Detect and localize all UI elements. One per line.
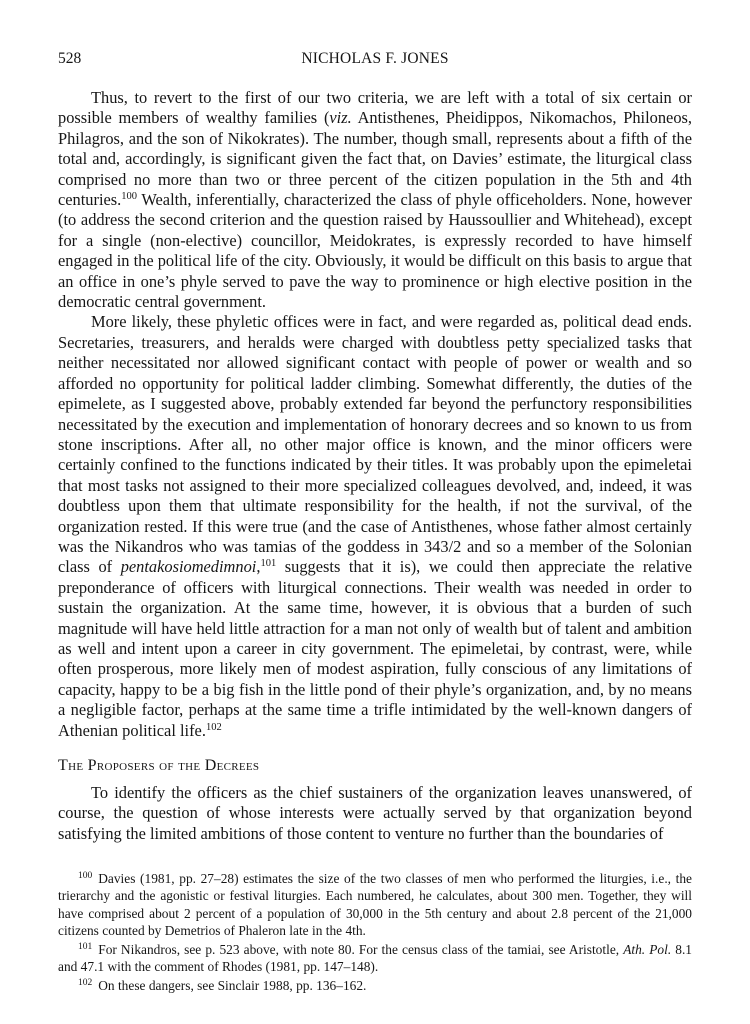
footnotes (58, 870, 692, 994)
paragraph-1-text-3: Wealth, inferentially, characterized the class of phyle officeholders. None, however (to address the second criterion and the question raised by Haussoullier and Whitehead), except for a single (non-elective) councillor, Meidokrates, is expressly recorded to have himself engaged in the political life of the city. Obviously, it would be difficult on this basis to argue that an office in one’s phyle served to pave the way to prominence or high elective position in the democratic central government. (58, 190, 692, 312)
running-head (58, 50, 692, 72)
footnote-100 (58, 870, 692, 939)
page-number: 528 (58, 50, 82, 67)
footnote-text-1: For Nikandros, see p. 523 above, with note 80. For the census class of the tamiai, see Aristotle, (98, 942, 624, 958)
note-reference-100[interactable]: 100 (121, 191, 138, 203)
paragraph-1-text-2: Antisthenes, Pheidippos, Nikomachos, Philoneos, Philagros, and the son of Nikokrates). The number, though small, represents about a fifth of the total and, accordingly, is significant given the fact that, on Davies’ estimate, the liturgical class comprised no more than two or three percent of the citizen population in the 5th and 4th centuries. (58, 108, 692, 210)
paragraph-2-text-2: , (256, 557, 261, 577)
footnote-number: 102 (78, 978, 93, 989)
paragraph-2-text-3: suggests that it is), we could then appreciate the relative preponderance of officers with liturgical connections. Their wealth was needed in order to sustain the organization. At the same time, however, it is obvious that a burden of such magnitude will have held little attraction for a man not only of wealth but of talent and ambition as well and intent upon a career in city government. The epimeletai, by contrast, were, while often prosperous, more likely men of modest aspiration, fully conscious of any limitations of capacity, happy to be a big fish in the little pond of their phyle’s organization, and, by no means a negligible factor, perhaps at the same time a trifle intimidated by the well-known dangers of Athenian political life. (58, 557, 692, 740)
footnote-number: 100 (78, 871, 93, 882)
journal-page (58, 50, 692, 997)
running-title: NICHOLAS F. JONES (301, 50, 449, 67)
footnote-italic-title: Ath. Pol. (623, 942, 672, 958)
paragraph-1-text-1: Thus, to revert to the first of our two criteria, we are left with a total of six certain or possible members of wealthy families ( (58, 88, 692, 128)
footnote-text: On these dangers, see Sinclair 1988, pp. 136–162. (98, 978, 367, 994)
footnote-number: 101 (78, 942, 93, 953)
footnote-text: Davies (1981, pp. 27–28) estimates the size of the two classes of men who performed the liturgies, i.e., the trierarchy and the agonistic or festival liturgies. Each numbered, he calculates, about 300 men. Together, they will have comprised about 2 percent of a population of 30,000 in the 5th century and about 2.8 percent of the 21,000 citizens counted by Demetrios of Phaleron late in the 4th. (58, 871, 692, 938)
paragraph-1 (58, 88, 692, 312)
section-heading: The Proposers of the Decrees (58, 757, 260, 774)
footnote-text-2: 8.1 and 47.1 with the comment of Rhodes (1981, pp. 147–148). (58, 942, 692, 975)
body-text (58, 88, 692, 844)
paragraph-1-italic-viz: viz. (329, 108, 352, 128)
footnote-102 (58, 977, 692, 994)
paragraph-2 (58, 312, 692, 741)
note-reference-102[interactable]: 102 (205, 721, 222, 733)
footnote-101 (58, 941, 692, 975)
section-paragraph: To identify the officers as the chief sustainers of the organization leaves unanswered, of course, the question of whose interests were actually served by that organization beyond satisfying the limited ambitions of those content to venture no further than the boundaries of (58, 783, 692, 843)
paragraph-2-text-1: More likely, these phyletic offices were in fact, and were regarded as, political dead ends. Secretaries, treasurers, and heralds were charged with doubtless petty specialized tasks that neither necessitated nor allowed significant contact with people of power or wealth and so afforded no opportunity for political ladder climbing. Somewhat differently, the duties of the epimelete, as I suggested above, probably extended far beyond the perfunctory responsibilities necessitated by the execution and implementation of honorary decrees and so known to us from stone inscriptions. After all, no other major office is known, and the minor officers were certainly confined to the functions indicated by their titles. It was probably upon the epimeletai that most tasks not assigned to their more specialized colleagues devolved, and, indeed, it was doubtless upon them that ultimate responsibility for the health, if not the survival, of the organization rested. If this were true (and the case of Antisthenes, whose father almost certainly was the Nikandros who was tamias of the goddess in 343/2 and so a member of the Solonian class of (58, 312, 692, 577)
paragraph-2-italic-term: pentakosiomedimnoi (120, 557, 257, 577)
note-reference-101[interactable]: 101 (260, 558, 277, 570)
